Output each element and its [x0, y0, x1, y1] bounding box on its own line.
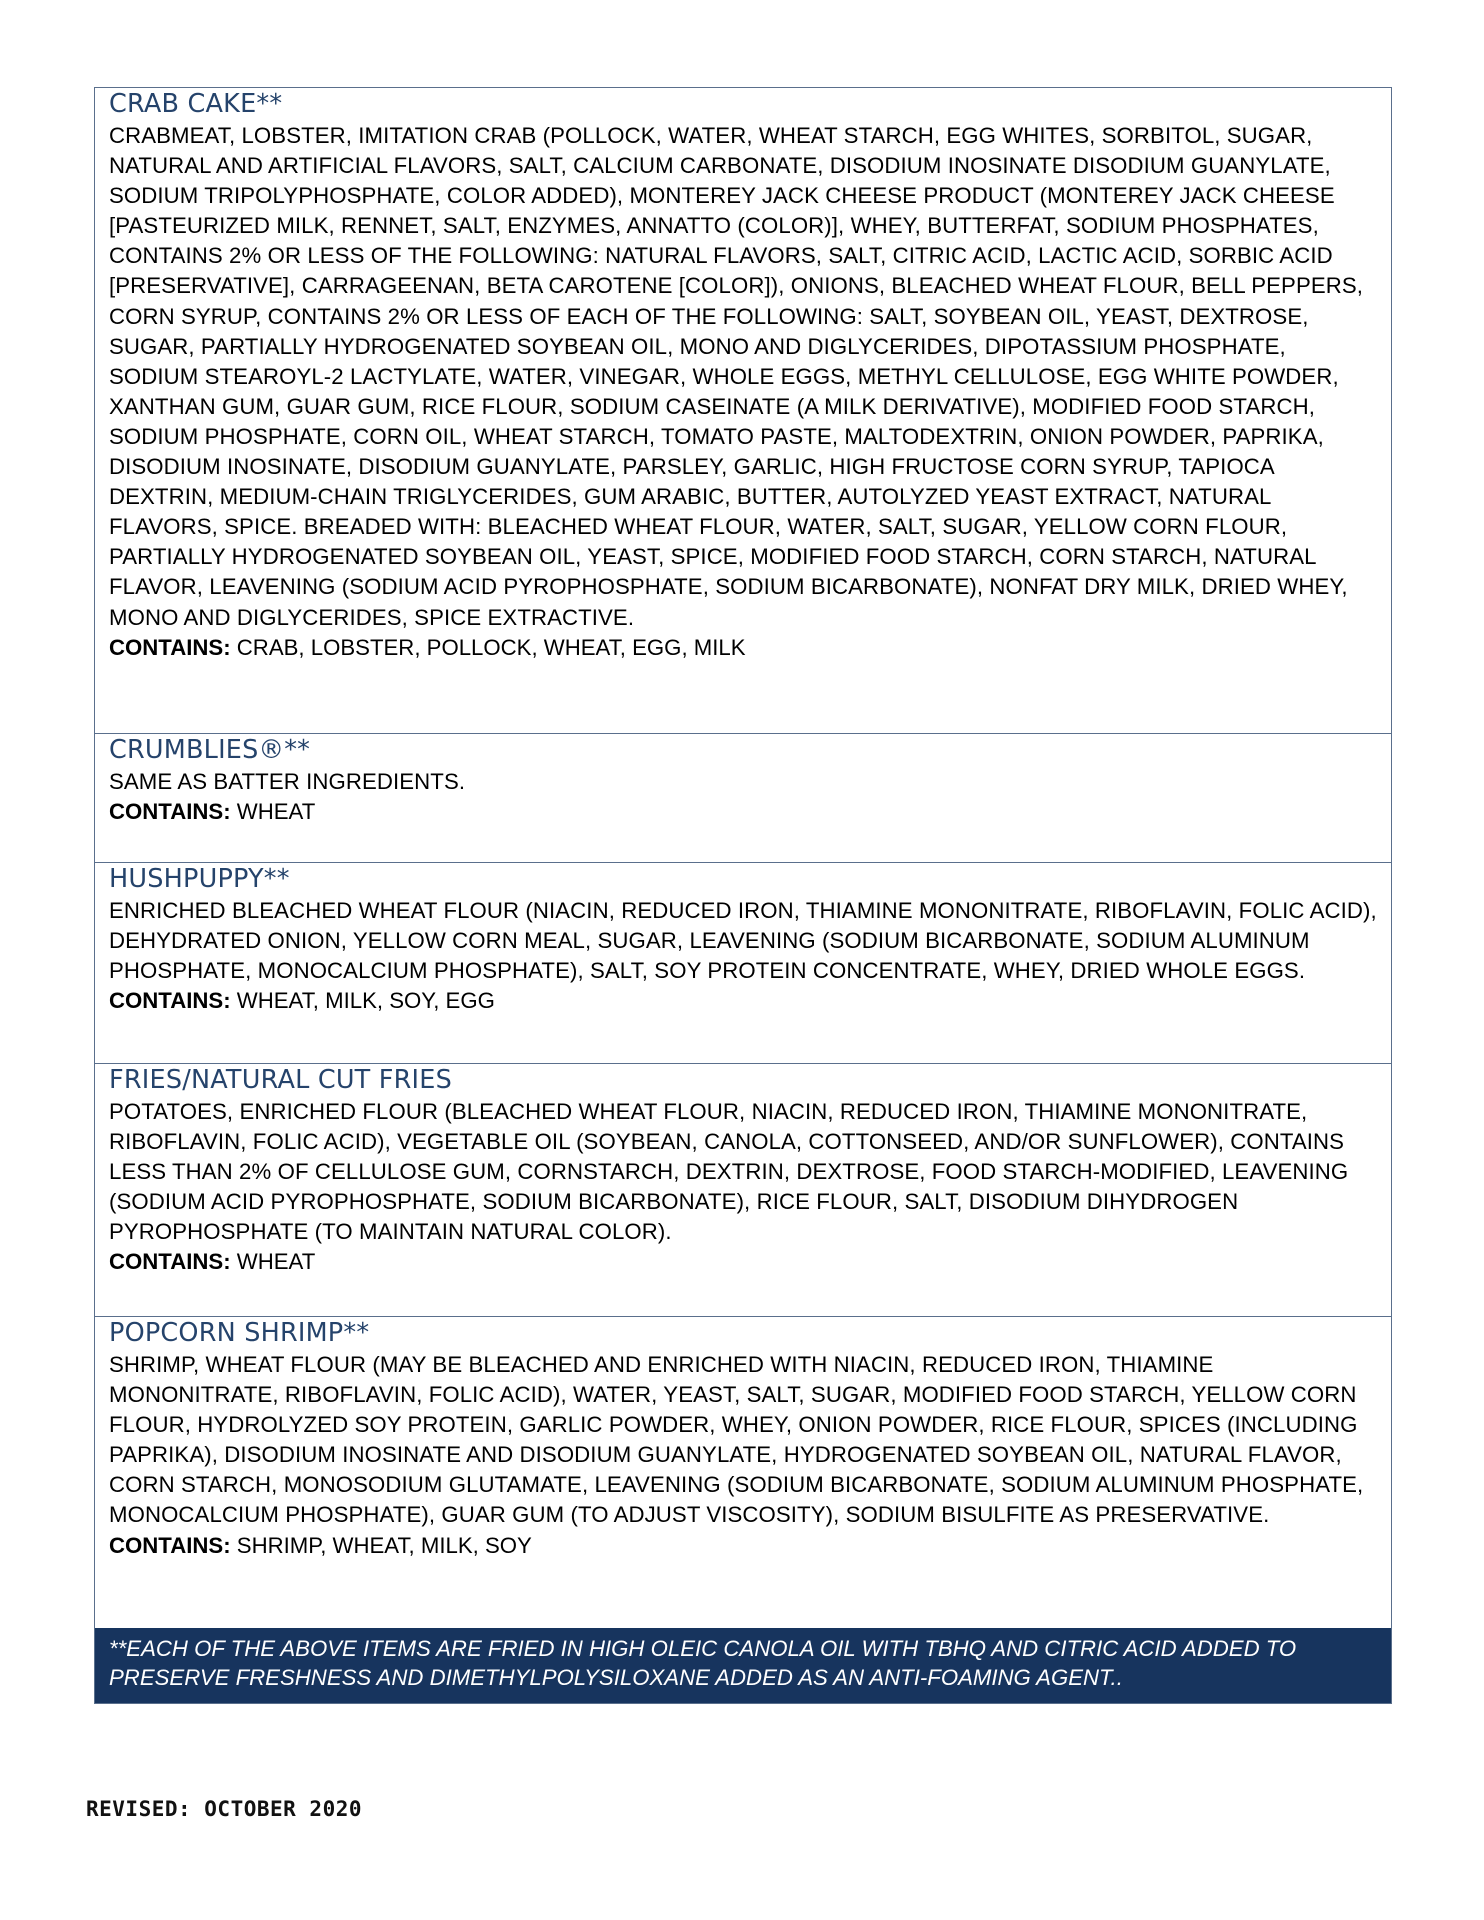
allergen-line — [109, 1247, 1377, 1277]
allergen-line — [109, 986, 1377, 1016]
section-title: POPCORN SHRIMP** — [109, 1318, 370, 1348]
section-crab-cake — [95, 88, 1391, 734]
contains-label: CONTAINS: — [109, 634, 231, 660]
allergen-line — [109, 633, 1377, 663]
contains-label: CONTAINS: — [109, 1249, 231, 1275]
allergen-line — [109, 797, 1377, 827]
section-hushpuppy — [95, 863, 1391, 1064]
section-crumblies — [95, 734, 1391, 863]
ingredients-table — [94, 87, 1392, 1704]
ingredient-list: SHRIMP, WHEAT FLOUR (MAY BE BLEACHED AND ENRICHED WITH NIACIN, REDUCED IRON, THIAMINE MONONITRATE, RIBOFLAVIN, FOLIC ACID), WATER, YEAST, SALT, SUGAR, MODIFIED FOOD STARCH, YELLOW CORN FLOUR, HYDROLYZED SOY PROTEIN, GARLIC POWDER, WHEY, ONION POWDER, RICE FLOUR, SPICES (INCLUDING PAPRIKA), DISODIUM INOSINATE AND DISODIUM GUANYLATE, HYDROGENATED SOYBEAN OIL, NATURAL FLAVOR, CORN STARCH, MONOSODIUM GLUTAMATE, LEAVENING (SODIUM BICARBONATE, SODIUM ALUMINUM PHOSPHATE, MONOCALCIUM PHOSPHATE), GUAR GUM (TO ADJUST VISCOSITY), SODIUM BISULFITE AS PRESERVATIVE. — [109, 1352, 1364, 1528]
allergen-list: SHRIMP, WHEAT, MILK, SOY — [230, 1532, 532, 1558]
contains-label: CONTAINS: — [109, 1532, 231, 1558]
allergen-list: CRAB, LOBSTER, POLLOCK, WHEAT, EGG, MILK — [230, 634, 746, 660]
contains-label: CONTAINS: — [109, 988, 231, 1014]
revision-date: REVISED: OCTOBER 2020 — [86, 1797, 363, 1821]
section-popcorn-shrimp — [95, 1317, 1391, 1628]
allergen-line — [109, 1531, 1377, 1561]
allergen-list: WHEAT, MILK, SOY, EGG — [230, 988, 495, 1014]
section-title: HUSHPUPPY** — [109, 864, 290, 894]
ingredient-list: CRABMEAT, LOBSTER, IMITATION CRAB (POLLOCK, WATER, WHEAT STARCH, EGG WHITES, SORBITOL, SUGAR, NATURAL AND ARTIFICIAL FLAVORS, SALT, CALCIUM CARBONATE, DISODIUM INOSINATE DISODIUM GUANYLATE, SODIUM TRIPOLYPHOSPHATE, COLOR ADDED), MONTEREY JACK CHEESE PRODUCT (MONTEREY JACK CHEESE [PASTEURIZED MILK, RENNET, SALT, ENZYMES, ANNATTO (COLOR)], WHEY, BUTTERFAT, SODIUM PHOSPHATES, CONTAINS 2% OR LESS OF THE FOLLOWING: NATURAL FLAVORS, SALT, CITRIC ACID, LACTIC ACID, SORBIC ACID [PRESERVATIVE], CARRAGEENAN, BETA CAROTENE [COLOR]), ONIONS, BLEACHED WHEAT FLOUR, BELL PEPPERS, CORN SYRUP, CONTAINS 2% OR LESS OF EACH OF THE FOLLOWING: SALT, SOYBEAN OIL, YEAST, DEXTROSE, SUGAR, PARTIALLY HYDROGENATED SOYBEAN OIL, MONO AND DIGLYCERIDES, DIPOTASSIUM PHOSPHATE, SODIUM STEAROYL-2 LACTYLATE, WATER, VINEGAR, WHOLE EGGS, METHYL CELLULOSE, EGG WHITE POWDER, XANTHAN GUM, GUAR GUM, RICE FLOUR, SODIUM CASEINATE (A MILK DERIVATIVE), MODIFIED FOOD STARCH, SODIUM PHOSPHATE, CORN OIL, WHEAT STARCH, TOMATO PASTE, MALTODEXTRIN, ONION POWDER, PAPRIKA, DISODIUM INOSINATE, DISODIUM GUANYLATE, PARSLEY, GARLIC, HIGH FRUCTOSE CORN SYRUP, TAPIOCA DEXTRIN, MEDIUM-CHAIN TRIGLYCERIDES, GUM ARABIC, BUTTER, AUTOLYZED YEAST EXTRACT, NATURAL FLAVORS, SPICE. BREADED WITH: BLEACHED WHEAT FLOUR, WATER, SALT, SUGAR, YELLOW CORN FLOUR, PARTIALLY HYDROGENATED SOYBEAN OIL, YEAST, SPICE, MODIFIED FOOD STARCH, CORN STARCH, NATURAL FLAVOR, LEAVENING (SODIUM ACID PYROPHOSPHATE, SODIUM BICARBONATE), NONFAT DRY MILK, DRIED WHEY, MONO AND DIGLYCERIDES, SPICE EXTRACTIVE. — [109, 123, 1364, 630]
section-title: FRIES/NATURAL CUT FRIES — [109, 1065, 452, 1095]
section-fries — [95, 1064, 1391, 1317]
allergen-list: WHEAT — [230, 1249, 316, 1275]
contains-label: CONTAINS: — [109, 799, 231, 825]
frying-oil-footnote: **EACH OF THE ABOVE ITEMS ARE FRIED IN HIGH OLEIC CANOLA OIL WITH TBHQ AND CITRIC ACID ADDED TO PRESERVE FRESHNESS AND DIMETHYLPOLYSILOXANE ADDED AS AN ANTI-FOAMING AGENT.. — [95, 1628, 1391, 1703]
ingredient-list: ENRICHED BLEACHED WHEAT FLOUR (NIACIN, REDUCED IRON, THIAMINE MONONITRATE, RIBOFLAVIN, FOLIC ACID), DEHYDRATED ONION, YELLOW CORN MEAL, SUGAR, LEAVENING (SODIUM BICARBONATE, SODIUM ALUMINUM PHOSPHATE, MONOCALCIUM PHOSPHATE), SALT, SOY PROTEIN CONCENTRATE, WHEY, DRIED WHOLE EGGS. — [109, 898, 1377, 984]
ingredient-list: SAME AS BATTER INGREDIENTS. — [109, 769, 466, 794]
allergen-list: WHEAT — [230, 799, 316, 825]
section-title: CRAB CAKE** — [109, 89, 283, 119]
section-title: CRUMBLIES®** — [109, 735, 311, 765]
ingredient-list: POTATOES, ENRICHED FLOUR (BLEACHED WHEAT FLOUR, NIACIN, REDUCED IRON, THIAMINE MONONITRATE, RIBOFLAVIN, FOLIC ACID), VEGETABLE OIL (SOYBEAN, CANOLA, COTTONSEED, AND/OR SUNFLOWER), CONTAINS LESS THAN 2% OF CELLULOSE GUM, CORNSTARCH, DEXTRIN, DEXTROSE, FOOD STARCH-MODIFIED, LEAVENING (SODIUM ACID PYROPHOSPHATE, SODIUM BICARBONATE), RICE FLOUR, SALT, DISODIUM DIHYDROGEN PYROPHOSPHATE (TO MAINTAIN NATURAL COLOR). — [109, 1099, 1349, 1245]
